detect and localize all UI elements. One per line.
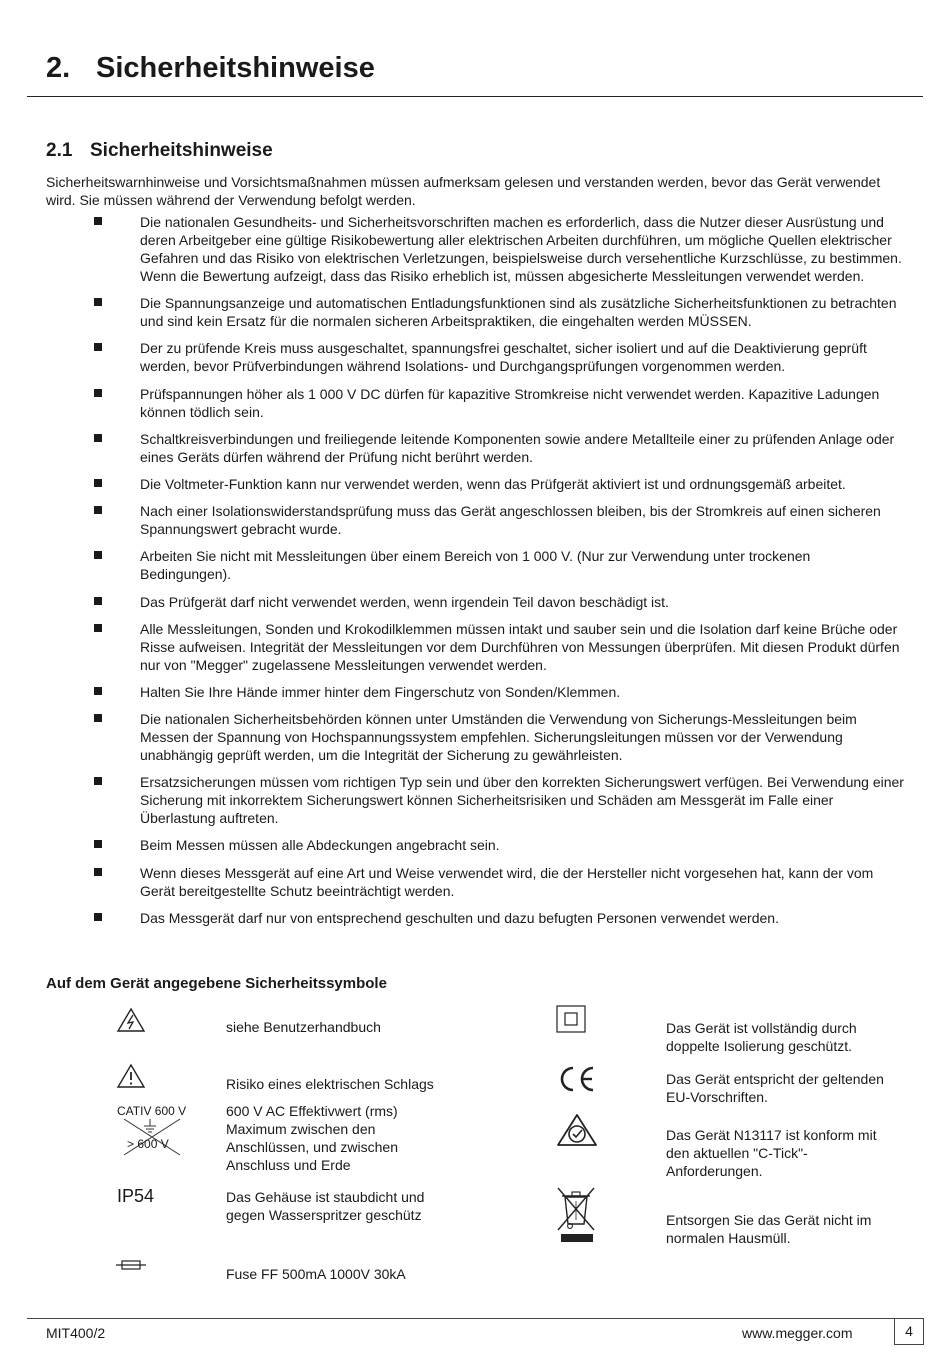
list-item: Schaltkreisverbindungen und freiliegende leitende Komponenten sowie andere Metallteile einer zu prüfenden Anlage oder eines Geräts dürfen während der Prüfung nicht berührt werden. (46, 430, 904, 466)
warning-triangle-icon (116, 1063, 146, 1089)
heading-title: Sicherheitshinweise (96, 52, 375, 84)
list-item: Beim Messen müssen alle Abdeckungen angebracht sein. (46, 836, 904, 854)
cat-crossed-label: > 600 V (127, 1137, 169, 1151)
page-heading (46, 52, 375, 85)
symbol-cat-text: 600 V AC Effektivwert (rms) Maximum zwischen den Anschlüssen, und zwischen Anschluss und Erde (226, 1103, 398, 1173)
bullet-square-icon (94, 913, 102, 921)
list-item: Arbeiten Sie nicht mit Messleitungen über einem Bereich von 1 000 V. (Nur zur Verwendung unter trockenen Bedingungen). (46, 547, 904, 583)
heading-rule (27, 96, 923, 97)
weee-bin-icon (556, 1186, 598, 1246)
symbols-heading: Auf dem Gerät angegebene Sicherheitssymbole (46, 975, 387, 992)
list-item: Das Messgerät darf nur von entsprechend geschulten und dazu befugten Personen verwendet werden. (46, 909, 904, 927)
ip-rating-label: IP54 (117, 1186, 155, 1206)
list-item: Wenn dieses Messgerät auf eine Art und Weise verwendet wird, die der Hersteller nicht vorgesehen hat, kann der vom Gerät bereitgestellte Schutz beeinträchtigt werden. (46, 864, 904, 900)
symbol-fuse-text: Fuse FF 500mA 1000V 30kA (226, 1266, 406, 1282)
bullet-square-icon (94, 868, 102, 876)
bullet-square-icon (94, 389, 102, 397)
cat-rating-label: CATIV 600 V (117, 1104, 187, 1118)
footer-url: www.megger.com (742, 1325, 853, 1341)
list-item: Halten Sie Ihre Hände immer hinter dem Fingerschutz von Sonden/Klemmen. (46, 683, 904, 701)
symbol-ce-text: Das Gerät entspricht der geltenden EU-Vorschriften. (666, 1071, 884, 1105)
footer-rule (27, 1318, 923, 1319)
section-title: Sicherheitshinweise (90, 140, 273, 161)
intro-paragraph: Sicherheitswarnhinweise und Vorsichtsmaßnahmen müssen aufmerksam gelesen und verstanden werden, bevor das Gerät verwendet wird. Sie müssen während der Verwendung befolgt werden. (46, 174, 881, 208)
symbol-ip-text: Das Gehäuse ist staubdicht und gegen Wasserspritzer geschütz (226, 1189, 425, 1223)
footer-model: MIT400/2 (46, 1325, 106, 1341)
symbol-double-insulation-text: Das Gerät ist vollständig durch doppelte Isolierung geschützt. (666, 1020, 857, 1054)
fuse-icon (116, 1258, 146, 1272)
list-item: Die Voltmeter-Funktion kann nur verwendet werden, wenn das Prüfgerät aktiviert ist und ordnungsgemäß arbeitet. (46, 475, 904, 493)
bullet-square-icon (94, 597, 102, 605)
symbol-manual-text: siehe Benutzerhandbuch (226, 1019, 381, 1035)
rcm-mark-icon (556, 1113, 598, 1147)
heading-number: 2. (46, 52, 71, 84)
list-item: Prüfspannungen höher als 1 000 V DC dürfen für kapazitive Stromkreise nicht verwendet werden. Kapazitive Ladungen können tödlich sein. (46, 385, 904, 421)
list-item: Das Prüfgerät darf nicht verwendet werden, wenn irgendein Teil davon beschädigt ist. (46, 593, 904, 611)
bullet-square-icon (94, 551, 102, 559)
bullet-square-icon (94, 506, 102, 514)
list-item: Alle Messleitungen, Sonden und Krokodilklemmen müssen intakt und sauber sein und die Isolation darf keine Brüche oder Risse aufweisen. Integrität der Messleitungen vor dem Durchführen von Messungen überprüfen. Mit diesen Produkt dürfen nur von "Megger" zugelassene Messleitungen verwendet werden. (46, 620, 904, 674)
list-item: Die Spannungsanzeige und automatischen Entladungsfunktionen sind als zusätzliche Sicherheitsfunktionen zu betrachten und sind kein Ersatz für die normalen sicheren Arbeitspraktiken, die eingehalten werden MÜSSEN. (46, 294, 904, 330)
list-item: Ersatzsicherungen müssen vom richtigen Typ sein und über den korrekten Sicherungswert verfügen. Bei Verwendung einer Sicherung mit inkorrektem Sicherungswert können Sicherheitsrisiken und Schäden am Messgerät im Falle einer Überlastung auftreten. (46, 773, 904, 827)
section-heading (46, 140, 273, 162)
bullet-square-icon (94, 298, 102, 306)
bullet-square-icon (94, 687, 102, 695)
list-item: Nach einer Isolationswiderstandsprüfung muss das Gerät angeschlossen bleiben, bis der Stromkreis auf einen sicheren Spannungswert gebracht wurde. (46, 502, 904, 538)
symbol-shock-text: Risiko eines elektrischen Schlags (226, 1076, 434, 1092)
ce-mark-icon (556, 1065, 598, 1093)
bullet-square-icon (94, 777, 102, 785)
safety-rules-list (46, 213, 904, 936)
bullet-square-icon (94, 624, 102, 632)
list-item: Der zu prüfende Kreis muss ausgeschaltet, spannungsfrei geschaltet, sicher isoliert und auf die Deaktivierung geprüft werden, bevor Prüfverbindungen während Isolations- und Durchgangsprüfungen vorgenommen werden. (46, 339, 904, 375)
symbol-weee-text: Entsorgen Sie das Gerät nicht im normalen Hausmüll. (666, 1212, 872, 1246)
list-item: Die nationalen Gesundheits- und Sicherheitsvorschriften machen es erforderlich, dass die Nutzer dieser Ausrüstung und deren Arbeitgeber eine gültige Risikobewertung aller elektrischen Arbeiten durchführen, um mögliche Quellen elektrischer Gefahren und das Risiko von elektrischen Verletzungen, beispielsweise durch versehentliche Kurzschlüsse, zu bestimmen. Wenn die Bewertung aufzeigt, dass das Risiko erheblich ist, müssen abgesicherte Messleitungen verwendet werden. (46, 213, 904, 285)
double-insulation-icon (556, 1005, 586, 1033)
bullet-square-icon (94, 714, 102, 722)
bullet-square-icon (94, 840, 102, 848)
warning-lightning-icon (116, 1007, 146, 1033)
bullet-square-icon (94, 434, 102, 442)
bullet-square-icon (94, 343, 102, 351)
bullet-square-icon (94, 479, 102, 487)
symbol-ctick-text: Das Gerät N13117 ist konform mit den aktuellen "C-Tick"- Anforderungen. (666, 1127, 877, 1179)
section-number: 2.1 (46, 140, 73, 161)
page-number: 4 (894, 1318, 924, 1345)
list-item: Die nationalen Sicherheitsbehörden können unter Umständen die Verwendung von Sicherungs-Messleitungen beim Messen der Spannung von Hochspannungssystem empfehlen. Sicherungsleitungen müssen vor der Verwendung unabhängig geprüft werden, um die Integrität der Sicherung zu gewährleisten. (46, 710, 904, 764)
bullet-square-icon (94, 217, 102, 225)
